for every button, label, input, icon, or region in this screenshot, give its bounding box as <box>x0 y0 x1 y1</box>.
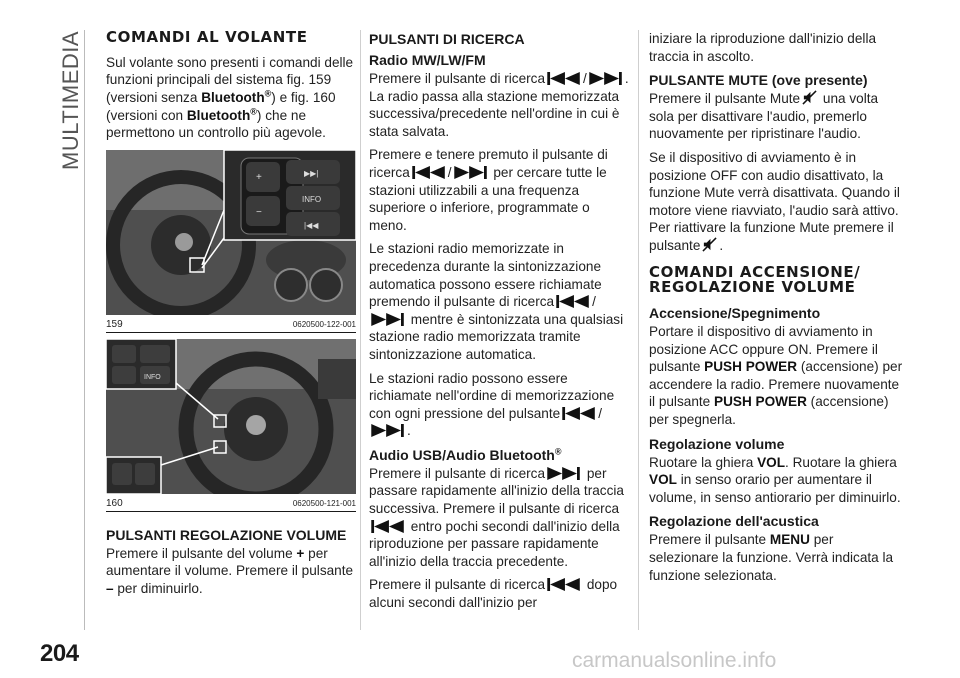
column-2 <box>369 30 631 618</box>
subheading-volume: Regolazione volume <box>649 435 785 452</box>
intro-paragraph <box>106 54 356 142</box>
info-label: INFO <box>302 194 322 204</box>
text: ) e fig. 160 (versioni con <box>106 89 336 123</box>
radio-paragraph-2 <box>369 146 631 234</box>
svg-text:−: − <box>256 206 262 218</box>
subheading-mute: PULSANTE MUTE (ove presente) <box>649 72 868 89</box>
usb-paragraph-1 <box>369 465 631 571</box>
continuation-paragraph: iniziare la riproduzione dall'inizio della traccia in ascolto. <box>649 31 877 64</box>
radio-paragraph-3 <box>369 240 631 363</box>
mute-paragraph-1 <box>649 90 904 143</box>
text: / <box>592 294 596 310</box>
text: per cercare tutte le stazioni utilizzabili a una frequenza superiore o inferiore, programmate o meno. <box>369 164 607 233</box>
subheading-acoustics: Regolazione dell'acustica <box>649 513 819 530</box>
subheading-power: Accensione/Spegnimento <box>649 305 821 322</box>
heading-steering-controls: COMANDI AL VOLANTE <box>106 28 308 46</box>
text: Premere e tenere premuto il pulsante di ricerca <box>369 147 608 180</box>
mute-icon <box>802 90 817 105</box>
text: Ruotare la ghiera <box>649 454 758 470</box>
steering-wheel-photo-160 <box>106 339 356 494</box>
watermark: carmanualsonline.info <box>572 649 777 672</box>
vol-term: VOL <box>757 454 786 470</box>
text: Se il dispositivo di avviamento è in posizione OFF con audio disattivato, la funzione Mute verrà disattivata. Quando il motore viene riavviato, l'audio sarà attivo. Per riattivare la funzione Mute premere il pulsante <box>649 149 900 253</box>
prev-track-icon <box>412 166 446 179</box>
text: Audio USB/Audio Bluetooth <box>369 446 555 463</box>
text: entro pochi secondi dall'inizio della riproduzione per passare rapidamente all'inizio della traccia precedente. <box>369 518 620 569</box>
text: Sul volante sono presenti i comandi delle funzioni principali del sistema fig. 159 (versioni senza <box>106 54 354 105</box>
text: per selezionare la funzione. Verrà indicata la funzione selezionata. <box>649 532 894 583</box>
text: per passare rapidamente all'inizio della traccia successiva. Premere il pulsante di ricerca <box>369 465 624 517</box>
prev-track-icon <box>556 295 590 308</box>
figure-code: 0620500-122-001 <box>292 319 356 329</box>
svg-text:+: + <box>256 171 262 183</box>
text: Premere il pulsante di ricerca <box>369 577 546 593</box>
section-rule <box>84 30 85 630</box>
menu-term: MENU <box>769 532 810 548</box>
text: . <box>407 423 411 439</box>
text: / <box>583 71 587 86</box>
svg-text:▶▶|: ▶▶| <box>304 168 319 178</box>
text: Premere il pulsante di ricerca <box>369 465 546 481</box>
push-power-term: PUSH POWER <box>714 394 807 410</box>
next-track-icon <box>547 467 581 480</box>
text: Premere il pulsante di ricerca <box>369 71 546 86</box>
text: Premere il pulsante del volume <box>106 545 297 561</box>
heading-power-volume: COMANDI ACCENSIONE/ REGOLAZIONE VOLUME <box>649 262 861 297</box>
figure-caption-160 <box>106 494 356 512</box>
power-paragraph <box>649 323 904 429</box>
usb-paragraph-2 <box>369 576 631 611</box>
text: per aumentare il volume. Premere il pulsante <box>106 545 354 579</box>
text: / <box>598 405 602 421</box>
text: Premere il pulsante Mute <box>649 91 801 107</box>
section-tab-label: MULTIMEDIA <box>58 30 83 170</box>
text: (accensione) per accendere la radio. Premere nuovamente il pulsante <box>649 359 903 410</box>
prev-track-icon <box>371 520 405 533</box>
vol-term: VOL <box>649 472 677 488</box>
figure-159-steering-wheel <box>106 150 356 315</box>
text: . <box>719 237 724 253</box>
heading-search-buttons: PULSANTI DI RICERCA <box>369 31 525 47</box>
volume-paragraph <box>106 545 356 598</box>
push-power-term: PUSH POWER <box>704 359 798 375</box>
text: (accensione) per spegnerla. <box>649 394 889 427</box>
info-label: INFO <box>144 373 161 381</box>
column-divider <box>638 30 639 630</box>
text: in senso orario per aumentare il volume, in senso antiorario per diminuirlo. <box>649 472 901 505</box>
text: Bluetooth <box>201 89 265 105</box>
text: una volta sola per disattivare l'audio, premerlo nuovamente per ripristinare l'audio. <box>649 91 879 142</box>
prev-track-icon <box>547 578 581 591</box>
steering-wheel-photo-159 <box>106 150 356 315</box>
text: per diminuirlo. <box>113 580 203 596</box>
text: . Ruotare la ghiera <box>785 454 897 470</box>
text: Portare il dispositivo di avviamento in posizione ACC oppure ON. Premere il pulsante <box>649 324 878 375</box>
heading-volume-buttons: PULSANTI REGOLAZIONE VOLUME <box>106 526 347 543</box>
subheading-radio: Radio MW/LW/FM <box>369 52 486 68</box>
column-3 <box>649 30 904 590</box>
radio-paragraph-1 <box>369 70 631 140</box>
page-number: 204 <box>40 640 79 667</box>
subheading-usb-bluetooth <box>369 446 631 464</box>
next-track-icon <box>454 166 488 179</box>
volume-paragraph <box>649 454 904 507</box>
figure-160-steering-wheel <box>106 339 356 494</box>
bluetooth-term <box>187 108 257 123</box>
text: Le stazioni radio memorizzate in precedenza durante la sintonizzazione automatica possono essere richiamate premendo il pulsante di ricerca <box>369 241 602 310</box>
text: Premere il pulsante <box>649 532 770 548</box>
figure-number: 160 <box>106 497 123 509</box>
text: ) che ne permettono un controllo più agevole. <box>106 107 326 141</box>
mute-paragraph-2 <box>649 149 904 255</box>
registered-mark: ® <box>554 446 562 457</box>
mute-icon <box>702 237 717 252</box>
column-1 <box>106 30 356 604</box>
next-track-icon <box>371 424 405 437</box>
prev-track-icon <box>547 72 581 85</box>
bluetooth-term <box>201 90 271 105</box>
registered-mark: ® <box>250 106 257 116</box>
minus-symbol: – <box>106 580 114 596</box>
figure-caption-159 <box>106 315 356 333</box>
figure-code: 0620500-121-001 <box>292 498 356 508</box>
plus-symbol: + <box>296 545 305 561</box>
text: Le stazioni radio possono essere richiamate nell'ordine di memorizzazione con ogni pressione del pulsante <box>369 370 615 421</box>
acoustics-paragraph <box>649 531 904 584</box>
text: Bluetooth <box>186 107 251 123</box>
text: . La radio passa alla stazione memorizzata successiva/precedente nell'ordine in cui è stata salvata. <box>369 71 629 139</box>
registered-mark: ® <box>264 88 272 99</box>
column-divider <box>360 30 361 630</box>
svg-text:|◀◀: |◀◀ <box>304 220 319 230</box>
next-track-icon <box>589 72 623 85</box>
text: dopo alcuni secondi dall'inizio per <box>369 577 618 611</box>
text: mentre è sintonizzata una qualsiasi stazione radio memorizzata tramite sintonizzazione automatica. <box>369 311 624 362</box>
text: / <box>447 164 452 180</box>
next-track-icon <box>371 313 405 326</box>
radio-paragraph-4 <box>369 370 631 440</box>
prev-track-icon <box>562 407 596 420</box>
section-tab <box>56 30 84 170</box>
figure-number: 159 <box>106 318 123 330</box>
